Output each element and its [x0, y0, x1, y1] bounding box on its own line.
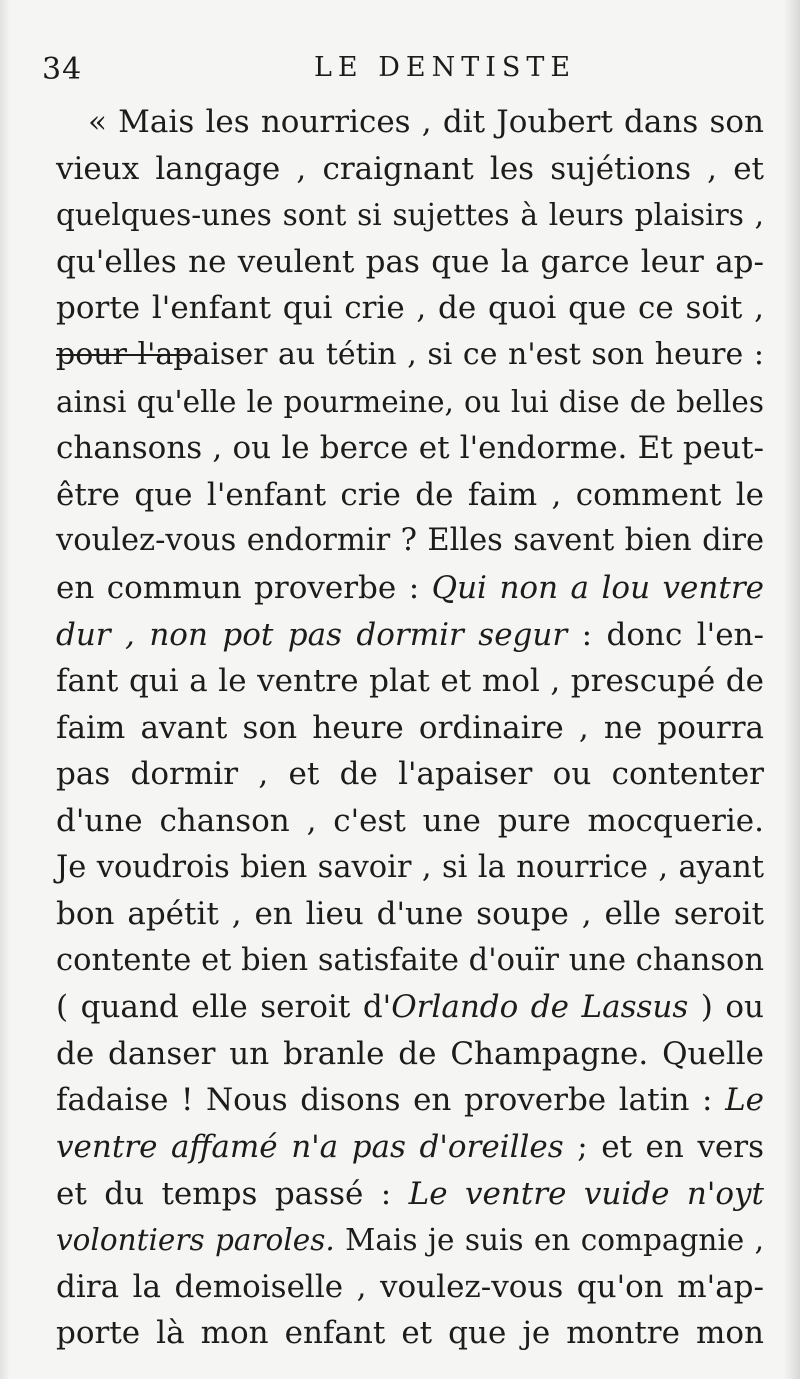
text-segment: qu'elles ne veulent pas que la garce leur ap-	[56, 243, 764, 280]
text-line	[56, 1077, 764, 1124]
text-line	[56, 332, 764, 379]
text-line	[56, 472, 764, 519]
text-segment: et du temps passé :	[56, 1175, 409, 1212]
text-segment: de danser un branle de Champagne. Quelle	[56, 1035, 764, 1072]
italic-text: dur , non pot pas dormir segur	[56, 616, 568, 653]
text-line	[56, 938, 764, 985]
text-segment: ; et en vers	[563, 1129, 764, 1166]
text-segment: d'une chanson , c'est une pure mocquerie.	[56, 802, 764, 839]
italic-text: Qui non a lou ventre	[431, 569, 764, 606]
text-segment: être que l'enfant crie de faim , comment le	[56, 476, 764, 513]
text-line	[56, 1310, 764, 1357]
text-segment: ) ou	[688, 989, 764, 1026]
text-line	[56, 146, 764, 193]
text-segment: Mais je suis en compagnie ,	[334, 1223, 764, 1258]
text-segment: chansons , ou le berce et l'endorme. Et peut-	[56, 430, 764, 467]
text-line	[56, 1031, 764, 1078]
text-segment: Je voudrois bien savoir , si la nourrice , ayant	[56, 849, 764, 885]
text-line	[56, 798, 764, 845]
text-segment: fant qui a le ventre plat et mol , prescupé de	[56, 663, 764, 700]
text-segment: ainsi qu'elle le pourmeine, ou lui dise de belles	[56, 384, 764, 419]
text-line	[56, 1264, 764, 1311]
text-segment: dira la demoiselle , voulez-vous qu'on m'ap-	[56, 1268, 764, 1305]
text-segment: bon apétit , en lieu d'une soupe , elle seroit	[56, 896, 764, 933]
text-segment: pas dormir , et de l'apaiser ou contenter	[56, 756, 764, 793]
text-line	[56, 518, 764, 565]
text-segment: « Mais les nourrices , dit Joubert dans son	[88, 104, 764, 140]
italic-text: Le	[725, 1082, 764, 1119]
running-head: LE DENTISTE	[314, 52, 577, 83]
text-line	[56, 1171, 764, 1218]
text-segment: faim avant son heure ordinaire , ne pourra	[56, 709, 764, 746]
text-line	[56, 1124, 764, 1171]
text-line	[56, 239, 764, 286]
text-segment: aiser au tétin , si ce n'est son heure :	[192, 336, 764, 372]
page-header	[42, 52, 760, 92]
text-line	[56, 285, 764, 332]
text-line	[56, 99, 764, 146]
page-number: 34	[42, 52, 83, 87]
text-segment: fadaise ! Nous disons en proverbe latin :	[56, 1082, 726, 1119]
text-segment: contente et bien satisfaite d'ouïr une chanson	[56, 942, 764, 978]
text-segment: quelques-unes sont si sujettes à leurs plaisirs ,	[56, 198, 764, 233]
italic-text: Orlando de Lassus	[391, 989, 689, 1026]
text-line	[56, 658, 764, 705]
struck-text: pour l'ap	[56, 336, 193, 372]
text-segment: voulez-vous endormir ? Elles savent bien dire	[56, 523, 764, 559]
text-line	[56, 565, 764, 612]
text-segment: porte l'enfant qui crie , de quoi que ce soit ,	[56, 290, 764, 327]
text-segment: vieux langage , craignant les sujétions , et	[56, 150, 764, 187]
text-line	[56, 891, 764, 938]
text-line	[56, 1217, 764, 1264]
text-line	[56, 192, 764, 239]
text-line	[56, 845, 764, 892]
text-line	[56, 984, 764, 1031]
text-line	[56, 751, 764, 798]
italic-text: volontiers paroles.	[56, 1223, 335, 1258]
text-segment: : donc l'en-	[567, 616, 764, 653]
text-segment: en commun proverbe :	[56, 569, 432, 606]
text-line	[56, 425, 764, 472]
text-line	[56, 612, 764, 659]
body-text	[56, 99, 764, 1357]
text-line	[56, 379, 764, 426]
text-line	[56, 705, 764, 752]
text-segment: ( quand elle seroit d'	[56, 989, 392, 1026]
italic-text: ventre affamé n'a pas d'oreilles	[56, 1129, 564, 1166]
text-segment: porte là mon enfant et que je montre mon	[56, 1315, 764, 1352]
italic-text: Le ventre vuide n'oyt	[408, 1175, 764, 1212]
